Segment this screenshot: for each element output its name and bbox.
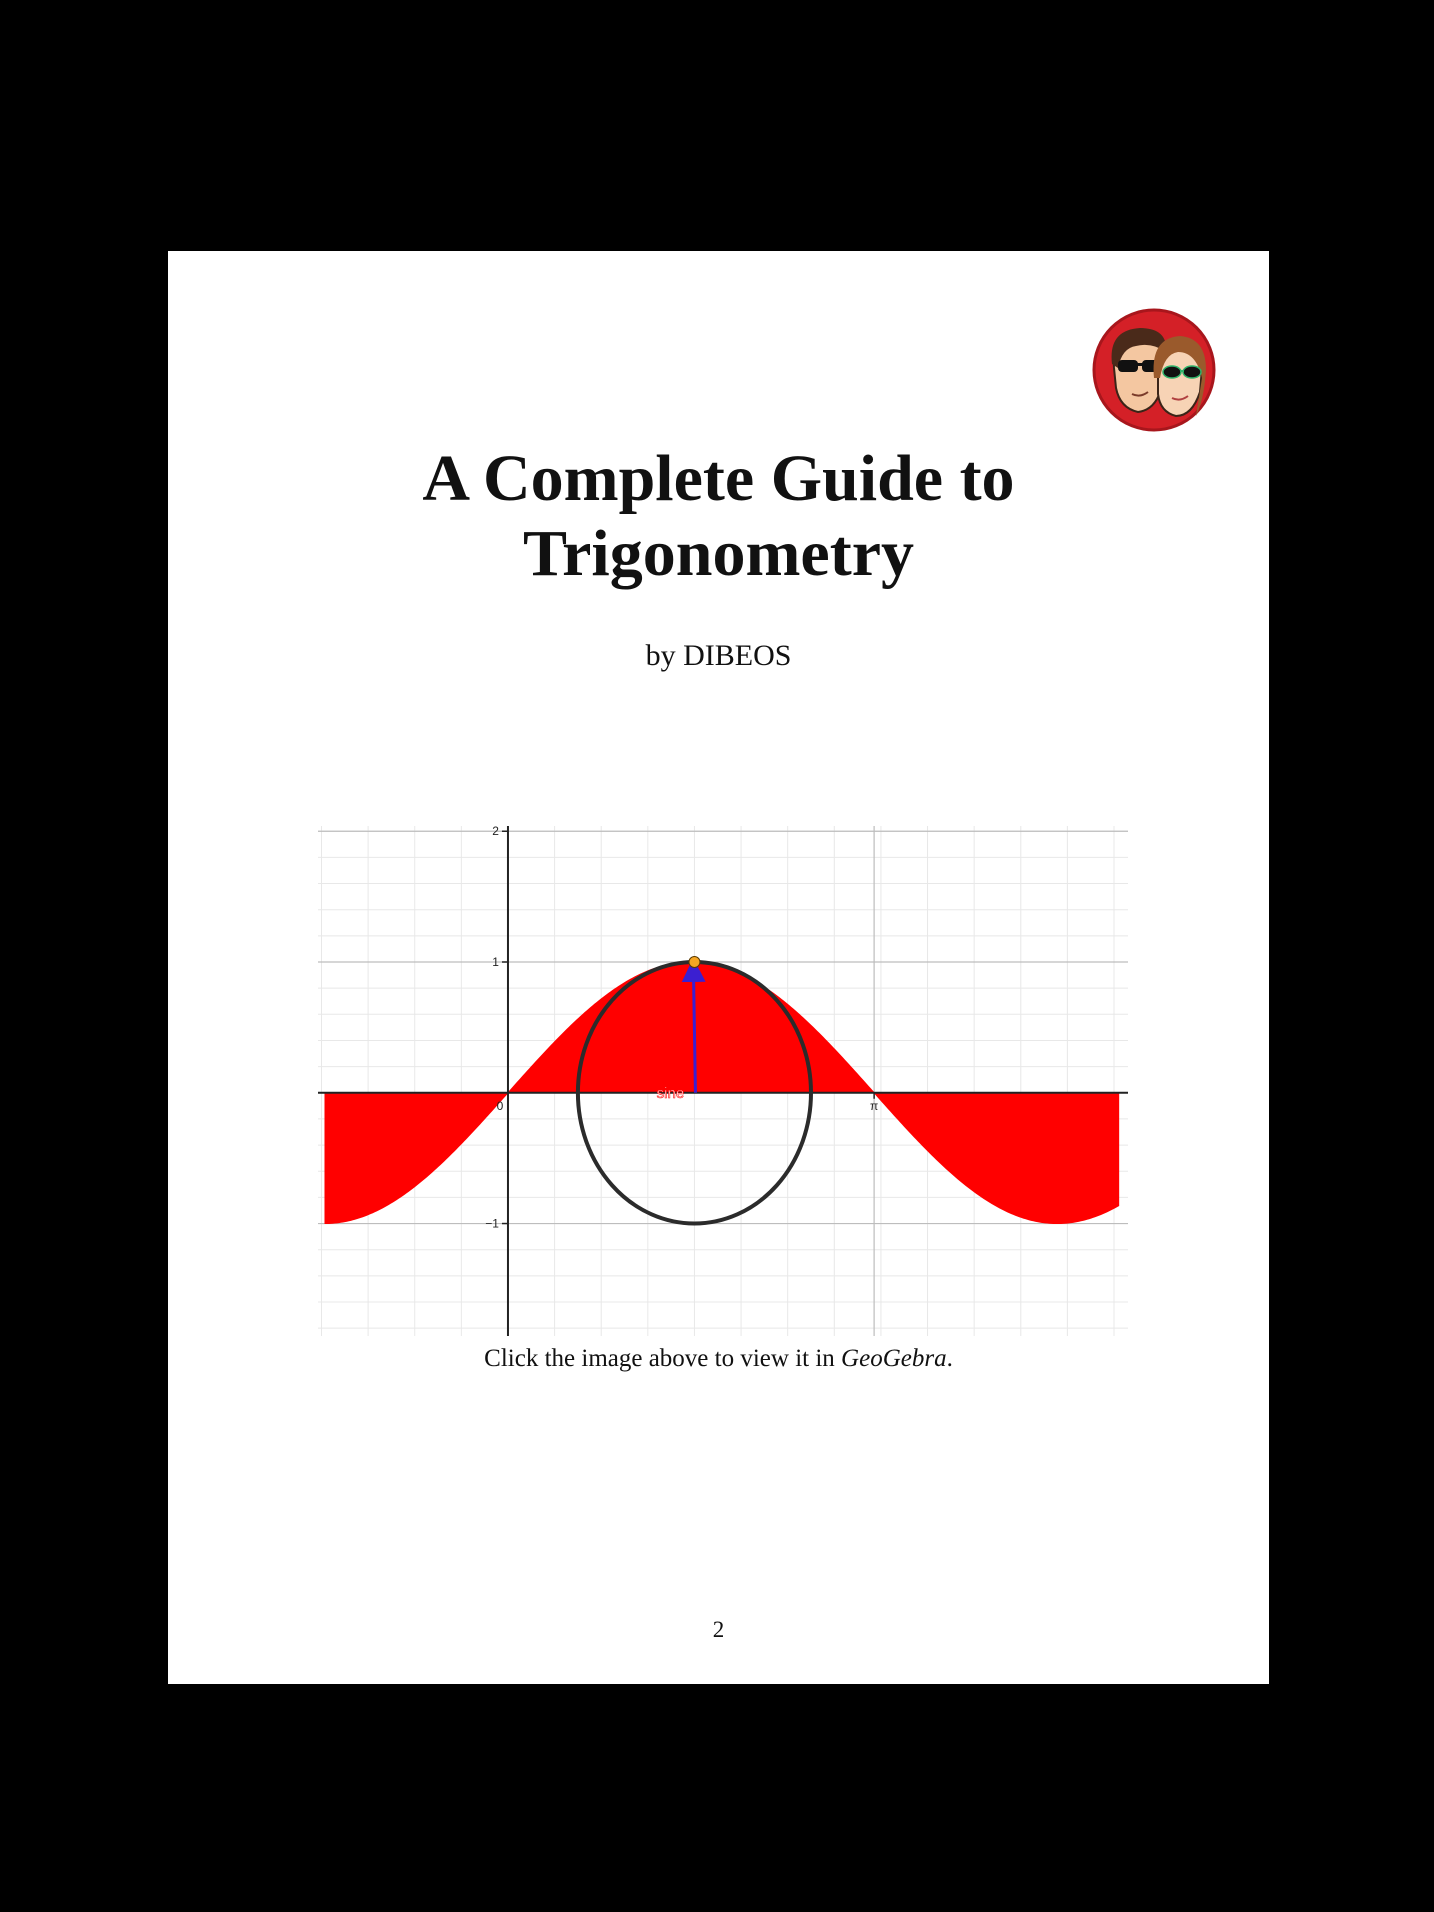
document-page — [168, 251, 1269, 1684]
x-tick-label: 0 — [496, 1098, 504, 1113]
sine-label: sine — [656, 1084, 685, 1102]
y-tick-label: −1 — [485, 1216, 499, 1231]
caption-prefix: Click the image above to view it in — [484, 1345, 842, 1372]
dibeos-logo-icon — [1092, 308, 1216, 432]
author-byline: by DIBEOS — [645, 639, 792, 672]
sine-vector — [693, 970, 695, 1093]
x-tick-label: π — [869, 1098, 879, 1113]
sine-graph-image — [318, 826, 1128, 1336]
document-title — [168, 441, 1269, 591]
y-tick-label: 2 — [492, 826, 499, 839]
page-number: 2 — [712, 1617, 725, 1642]
caption-app-name: GeoGebra — [841, 1345, 947, 1372]
y-tick-label: 1 — [492, 955, 499, 969]
title-line-2: Trigonometry — [522, 517, 914, 590]
title-line-1: A Complete Guide to — [422, 442, 1015, 515]
caption-suffix: . — [946, 1345, 953, 1372]
geogebra-graph-link[interactable] — [318, 826, 1128, 1336]
circle-point — [689, 957, 700, 968]
figure-caption — [168, 1345, 1269, 1373]
